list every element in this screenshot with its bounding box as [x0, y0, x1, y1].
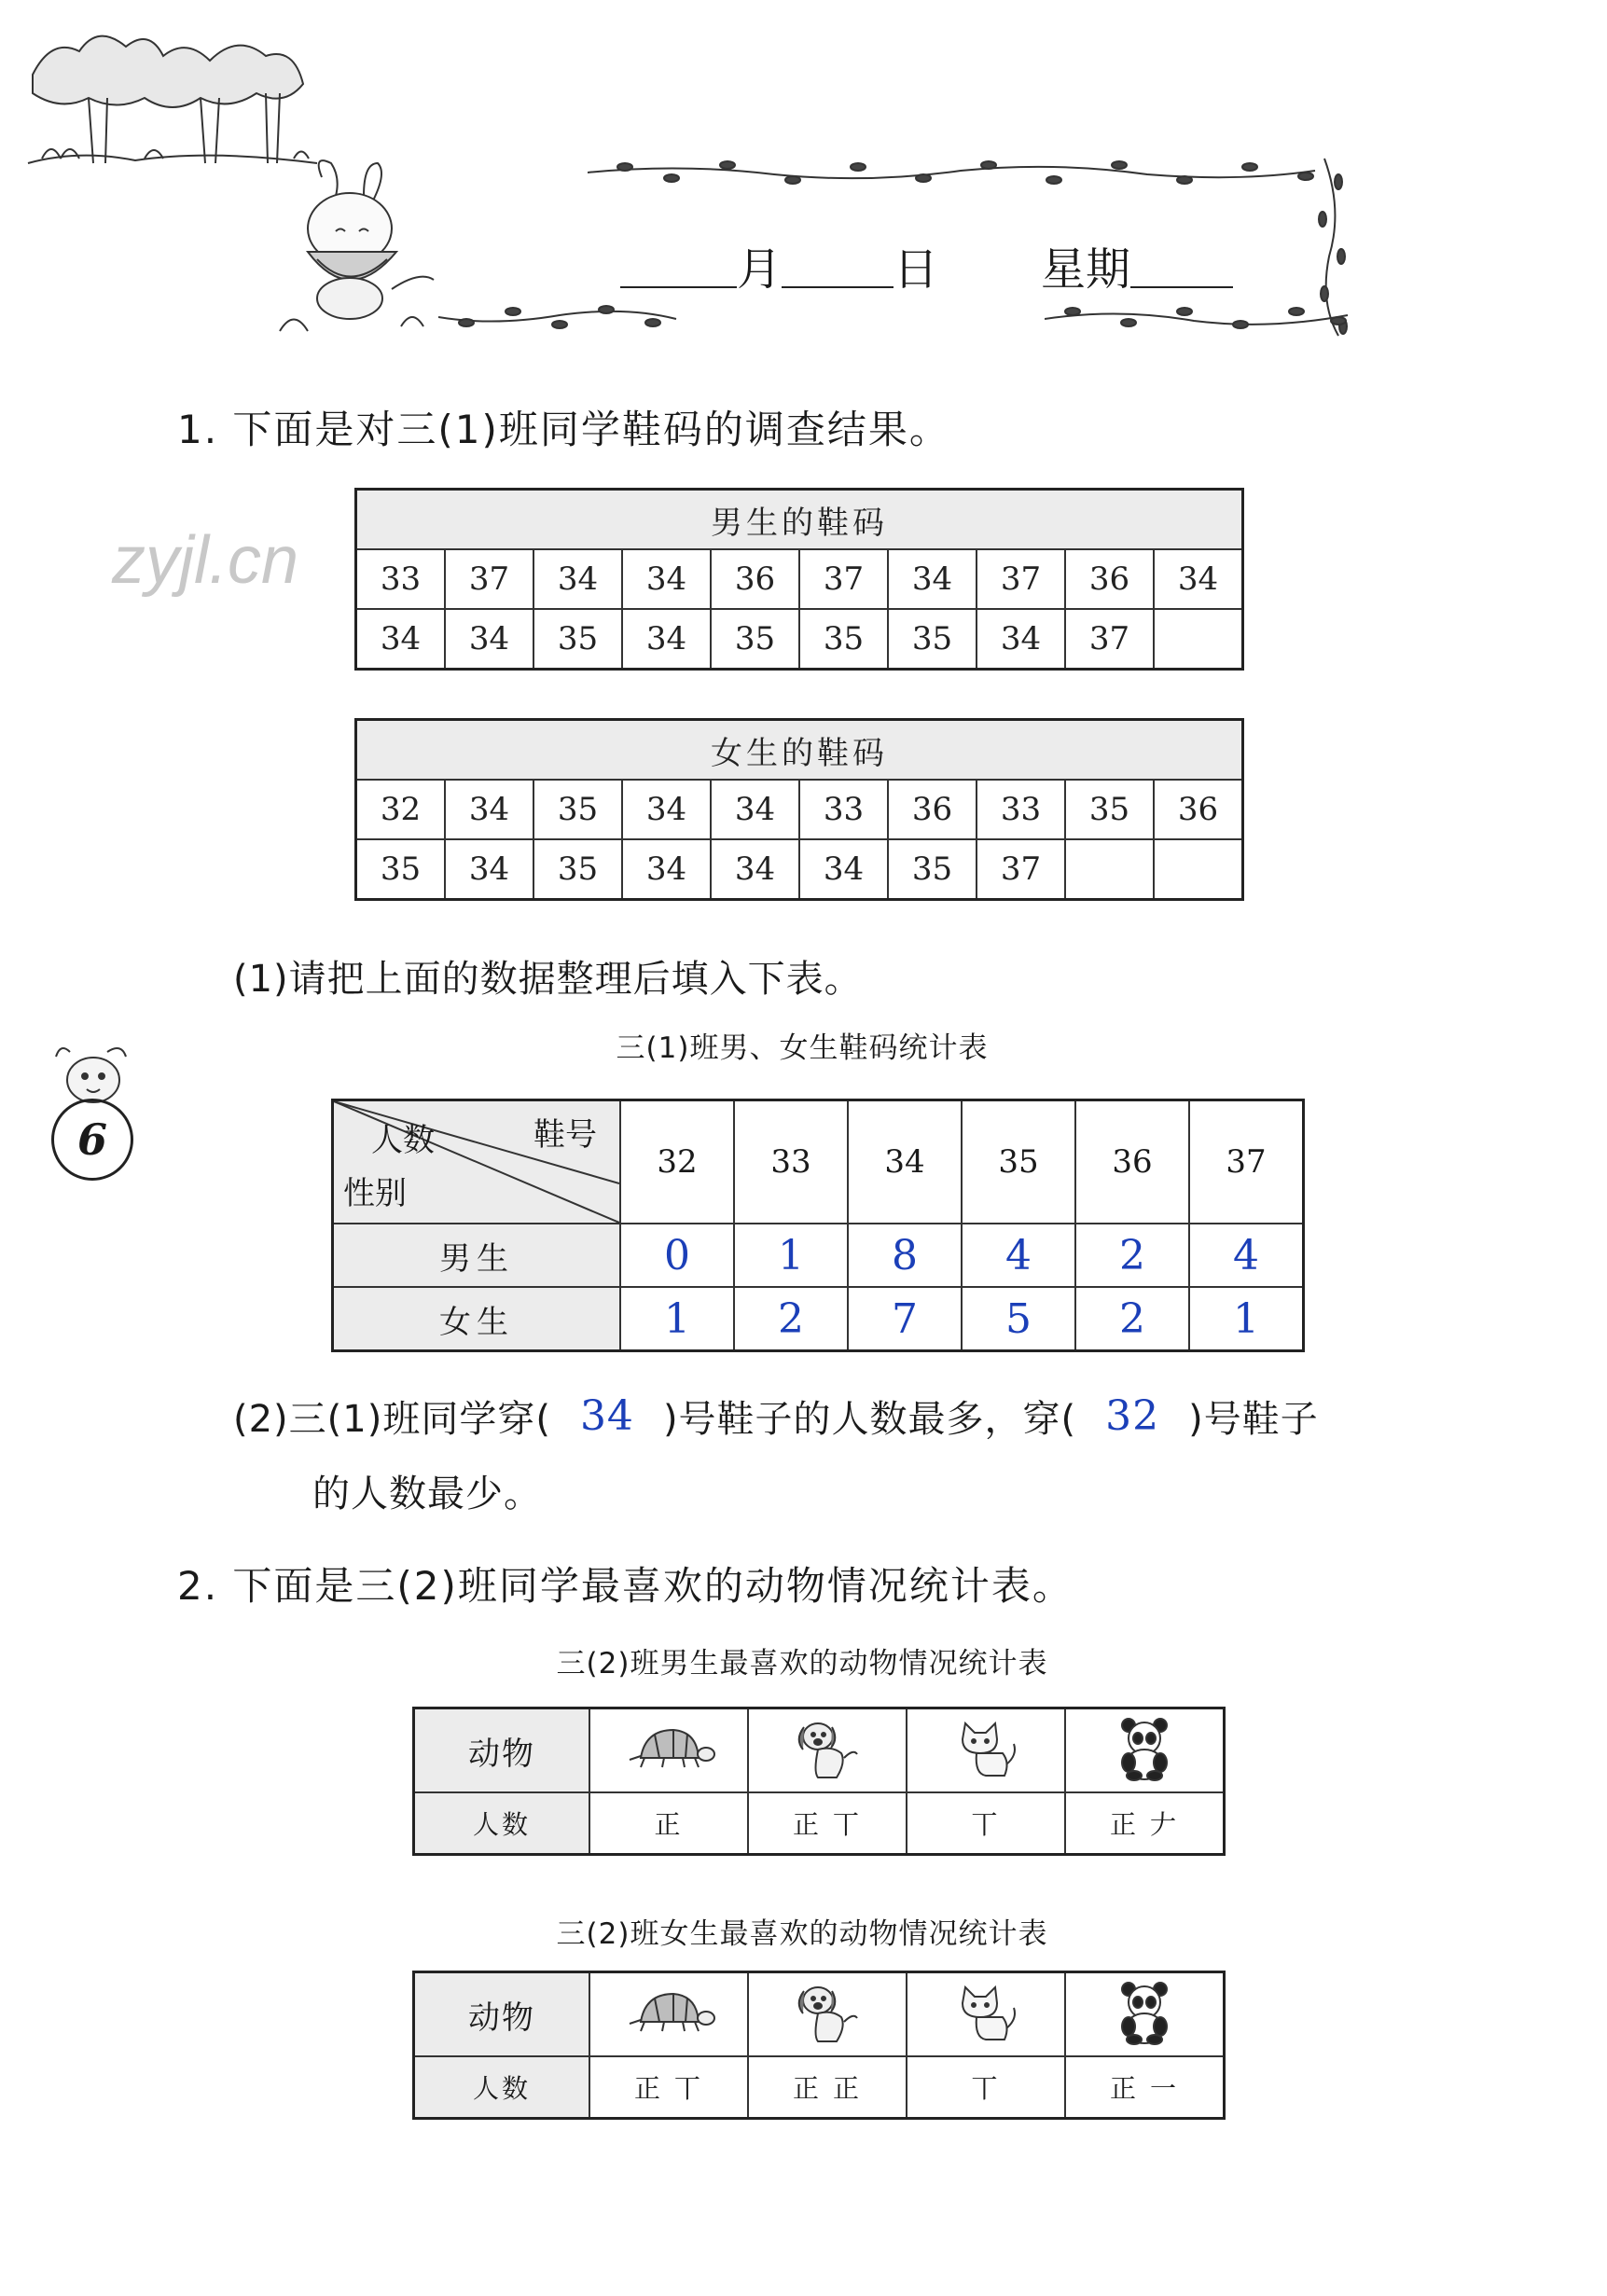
- dog-icon: [748, 1972, 907, 2057]
- table-row: [356, 549, 1243, 609]
- boys-animal-caption: 三(2)班男生最喜欢的动物情况统计表: [556, 1647, 1048, 1681]
- size-header: 33: [734, 1100, 848, 1224]
- table-cell: 34: [533, 549, 622, 609]
- table-cell: 35: [799, 609, 888, 670]
- tally-cell: 正 𠂇: [1065, 1792, 1225, 1855]
- weekday-label: 星期: [1041, 243, 1131, 296]
- table-row: [356, 780, 1243, 839]
- table-cell: 33: [356, 549, 446, 609]
- table-cell: 36: [1154, 780, 1243, 839]
- boys-shoe-size-table: [354, 488, 1244, 671]
- tally-cell: 正 正: [748, 2056, 907, 2119]
- row-label-girls: 女生: [333, 1287, 621, 1351]
- answer-cell[interactable]: 0: [620, 1224, 734, 1287]
- day-blank[interactable]: [782, 284, 894, 288]
- corner-gender-label: 性别: [343, 1175, 407, 1212]
- bunny-watermelon-illustration: [261, 159, 448, 345]
- stats-caption: 三(1)班男、女生鞋码统计表: [616, 1031, 989, 1065]
- table-cell: 35: [533, 780, 622, 839]
- table-cell: 36: [711, 549, 799, 609]
- table-cell: 34: [711, 780, 799, 839]
- answer-cell[interactable]: 7: [848, 1287, 962, 1351]
- table-cell: 34: [799, 839, 888, 900]
- table-cell: 36: [888, 780, 977, 839]
- table-row: [356, 839, 1243, 900]
- month-blank[interactable]: [620, 284, 737, 288]
- table-heading: 男生的鞋码: [356, 490, 1243, 550]
- table-cell: 35: [356, 839, 446, 900]
- q1-part1-text: (1)请把上面的数据整理后填入下表。: [233, 958, 863, 1001]
- shoe-size-stats-table: [331, 1099, 1305, 1352]
- table-cell: 35: [533, 609, 622, 670]
- size-header: 37: [1189, 1100, 1304, 1224]
- corner-size-label: 鞋号: [533, 1116, 597, 1154]
- table-cell: 34: [977, 609, 1065, 670]
- table-cell: 34: [622, 780, 711, 839]
- answer-cell[interactable]: 4: [962, 1224, 1075, 1287]
- page-number: 6: [51, 1099, 133, 1181]
- day-label: 日: [894, 243, 939, 296]
- answer-most[interactable]: 34: [579, 1392, 634, 1440]
- month-label: 月: [737, 243, 783, 296]
- vine-decoration: [1045, 298, 1352, 336]
- panda-icon: [1065, 1708, 1225, 1793]
- size-header: 34: [848, 1100, 962, 1224]
- date-line: [620, 233, 1233, 297]
- corner-people-label: 人数: [371, 1122, 435, 1159]
- row-label-count: 人数: [414, 1792, 590, 1855]
- table-row: [414, 1792, 1225, 1855]
- table-cell: 35: [1065, 780, 1154, 839]
- table-cell: 37: [977, 549, 1065, 609]
- row-label-animal: 动物: [414, 1708, 590, 1793]
- table-cell: 37: [445, 549, 533, 609]
- q1-part2-line1: [233, 1390, 1319, 1443]
- table-cell: 34: [622, 609, 711, 670]
- table-row: [333, 1224, 1304, 1287]
- table-cell: [1154, 609, 1243, 670]
- answer-cell[interactable]: 2: [734, 1287, 848, 1351]
- table-row: [356, 609, 1243, 670]
- table-cell: 37: [977, 839, 1065, 900]
- answer-cell[interactable]: 1: [734, 1224, 848, 1287]
- table-cell: 35: [711, 609, 799, 670]
- table-cell: 35: [888, 839, 977, 900]
- girls-animal-table: [412, 1971, 1226, 2120]
- trees-illustration: [23, 19, 322, 168]
- panda-icon: [1065, 1972, 1225, 2057]
- table-cell: 33: [799, 780, 888, 839]
- table-cell: 34: [445, 609, 533, 670]
- size-header: 32: [620, 1100, 734, 1224]
- tally-cell: 正 丅: [589, 2056, 748, 2119]
- table-cell: [1065, 839, 1154, 900]
- weekday-blank[interactable]: [1130, 284, 1233, 288]
- table-row: [414, 2056, 1225, 2119]
- table-row: [414, 1972, 1225, 2057]
- q1-part2-line2: 的人数最少。: [312, 1473, 542, 1515]
- answer-cell[interactable]: 1: [1189, 1287, 1304, 1351]
- vine-decoration: [588, 154, 1352, 191]
- table-cell: 37: [799, 549, 888, 609]
- table-cell: 33: [977, 780, 1065, 839]
- girls-shoe-size-table: [354, 718, 1244, 901]
- q1-part2-text: )号鞋子的人数最多，穿(: [662, 1398, 1077, 1441]
- tally-cell: 正: [589, 1792, 748, 1855]
- table-cell: 34: [1154, 549, 1243, 609]
- q1-title: 1. 下面是对三(1)班同学鞋码的调查结果。: [177, 407, 950, 452]
- answer-cell[interactable]: 4: [1189, 1224, 1304, 1287]
- answer-least[interactable]: 32: [1105, 1392, 1160, 1440]
- answer-cell[interactable]: 8: [848, 1224, 962, 1287]
- tally-cell: 正 一: [1065, 2056, 1225, 2119]
- tally-cell: 丅: [907, 1792, 1065, 1855]
- answer-cell[interactable]: 2: [1075, 1287, 1189, 1351]
- table-cell: 34: [445, 839, 533, 900]
- q1-part2-text: (2)三(1)班同学穿(: [233, 1398, 551, 1441]
- turtle-icon: [589, 1708, 748, 1793]
- row-label-boys: 男生: [333, 1224, 621, 1287]
- q1-part2-text: )号鞋子: [1188, 1398, 1319, 1441]
- answer-cell[interactable]: 2: [1075, 1224, 1189, 1287]
- size-header: 36: [1075, 1100, 1189, 1224]
- table-cell: 34: [356, 609, 446, 670]
- table-cell: 32: [356, 780, 446, 839]
- table-cell: 34: [888, 549, 977, 609]
- vine-decoration: [438, 298, 681, 336]
- table-cell: 37: [1065, 609, 1154, 670]
- cat-icon: [907, 1972, 1065, 2057]
- tally-cell: 正 丅: [748, 1792, 907, 1855]
- table-cell: 35: [533, 839, 622, 900]
- table-cell: 34: [622, 549, 711, 609]
- cat-icon: [907, 1708, 1065, 1793]
- table-row: [333, 1287, 1304, 1351]
- table-cell: 34: [711, 839, 799, 900]
- table-row: [414, 1708, 1225, 1793]
- tally-cell: 丅: [907, 2056, 1065, 2119]
- answer-cell[interactable]: 5: [962, 1287, 1075, 1351]
- table-cell: 36: [1065, 549, 1154, 609]
- table-cell: [1154, 839, 1243, 900]
- table-cell: 34: [445, 780, 533, 839]
- table-corner-header: [333, 1100, 621, 1224]
- row-label-animal: 动物: [414, 1972, 590, 2057]
- table-cell: 35: [888, 609, 977, 670]
- watermark: zyjl.cn: [112, 523, 299, 598]
- turtle-icon: [589, 1972, 748, 2057]
- row-label-count: 人数: [414, 2056, 590, 2119]
- answer-cell[interactable]: 1: [620, 1287, 734, 1351]
- dog-icon: [748, 1708, 907, 1793]
- table-heading: 女生的鞋码: [356, 720, 1243, 781]
- boys-animal-table: [412, 1707, 1226, 1856]
- size-header: 35: [962, 1100, 1075, 1224]
- q2-title: 2. 下面是三(2)班同学最喜欢的动物情况统计表。: [177, 1563, 1074, 1609]
- girls-animal-caption: 三(2)班女生最喜欢的动物情况统计表: [556, 1917, 1048, 1951]
- table-cell: 34: [622, 839, 711, 900]
